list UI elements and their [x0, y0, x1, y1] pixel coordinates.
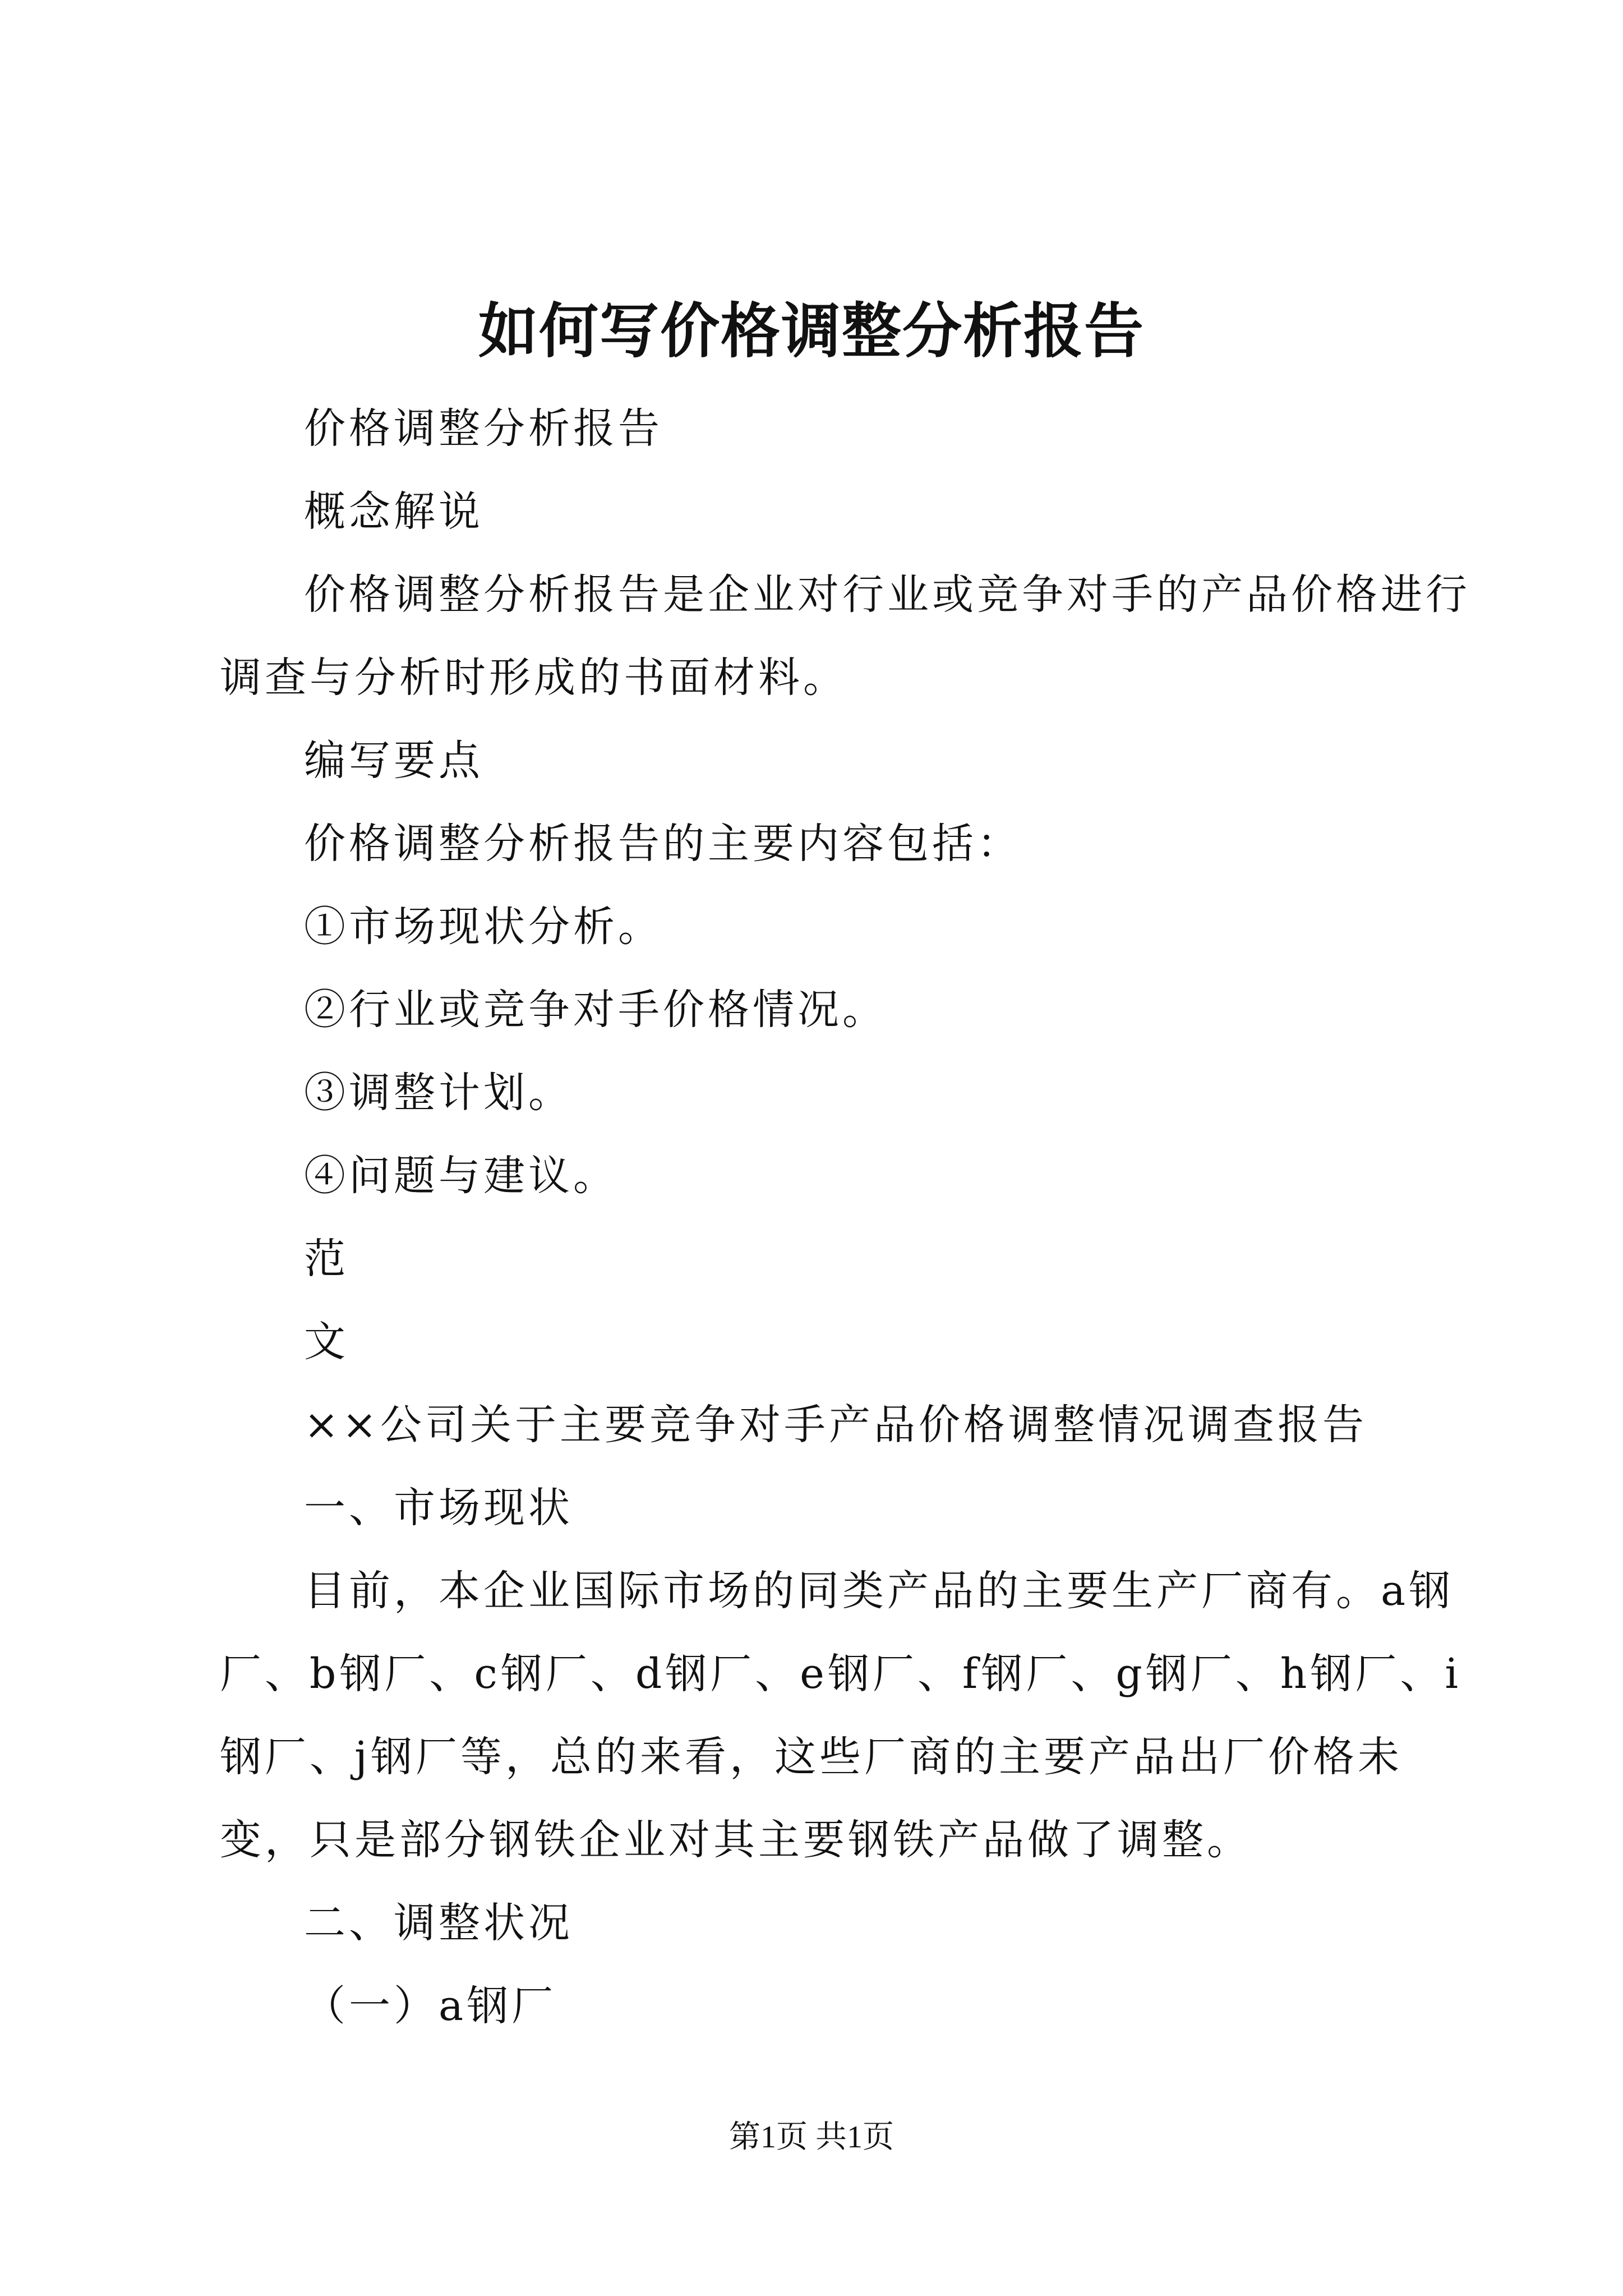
document-title: 如何写价格调整分析报告 — [478, 296, 1145, 366]
paragraph-concept-heading: 概念解说 — [304, 487, 483, 536]
page-number: 第1页 — [729, 2120, 808, 2155]
paragraph-sample-char-2: 文 — [304, 1318, 349, 1366]
paragraph-subtitle: 价格调整分析报告 — [304, 404, 663, 453]
paragraph-section-1-heading: 一、市场现状 — [304, 1484, 573, 1532]
page-total: 共1页 — [815, 2120, 894, 2155]
page-footer — [0, 2115, 1623, 2160]
list-item-3: ③调整计划。 — [304, 1069, 573, 1117]
list-item-1: ①市场现状分析。 — [304, 903, 663, 951]
paragraph-key-points-intro: 价格调整分析报告的主要内容包括： — [304, 820, 1022, 868]
paragraph-concept-text: 价格调整分析报告是企业对行业或竞争对手的产品价格进行调查与分析时形成的书面材料。 — [220, 570, 1470, 702]
list-item-2: ②行业或竞争对手价格情况。 — [304, 986, 887, 1034]
paragraph-report-title: ××公司关于主要竞争对手产品价格调整情况调查报告 — [304, 1401, 1368, 1449]
document-body — [220, 387, 1482, 2047]
list-item-4: ④问题与建议。 — [304, 1152, 618, 1200]
paragraph-section-2-heading: 二、调整状况 — [304, 1899, 573, 1947]
paragraph-sample-char-1: 范 — [304, 1235, 349, 1283]
paragraph-subsection-a: （一）a钢厂 — [304, 1982, 557, 2030]
paragraph-key-points-heading: 编写要点 — [304, 737, 483, 785]
paragraph-section-1-text: 目前，本企业国际市场的同类产品的主要生产厂商有。a钢厂、b钢厂、c钢厂、d钢厂、e钢厂、f钢厂、g钢厂、h钢厂、i钢厂、j钢厂等，总的来看，这些厂商的主要产品出厂价格未变，只是部分钢铁企业对其主要钢铁产品做了调整。 — [220, 1567, 1462, 1864]
